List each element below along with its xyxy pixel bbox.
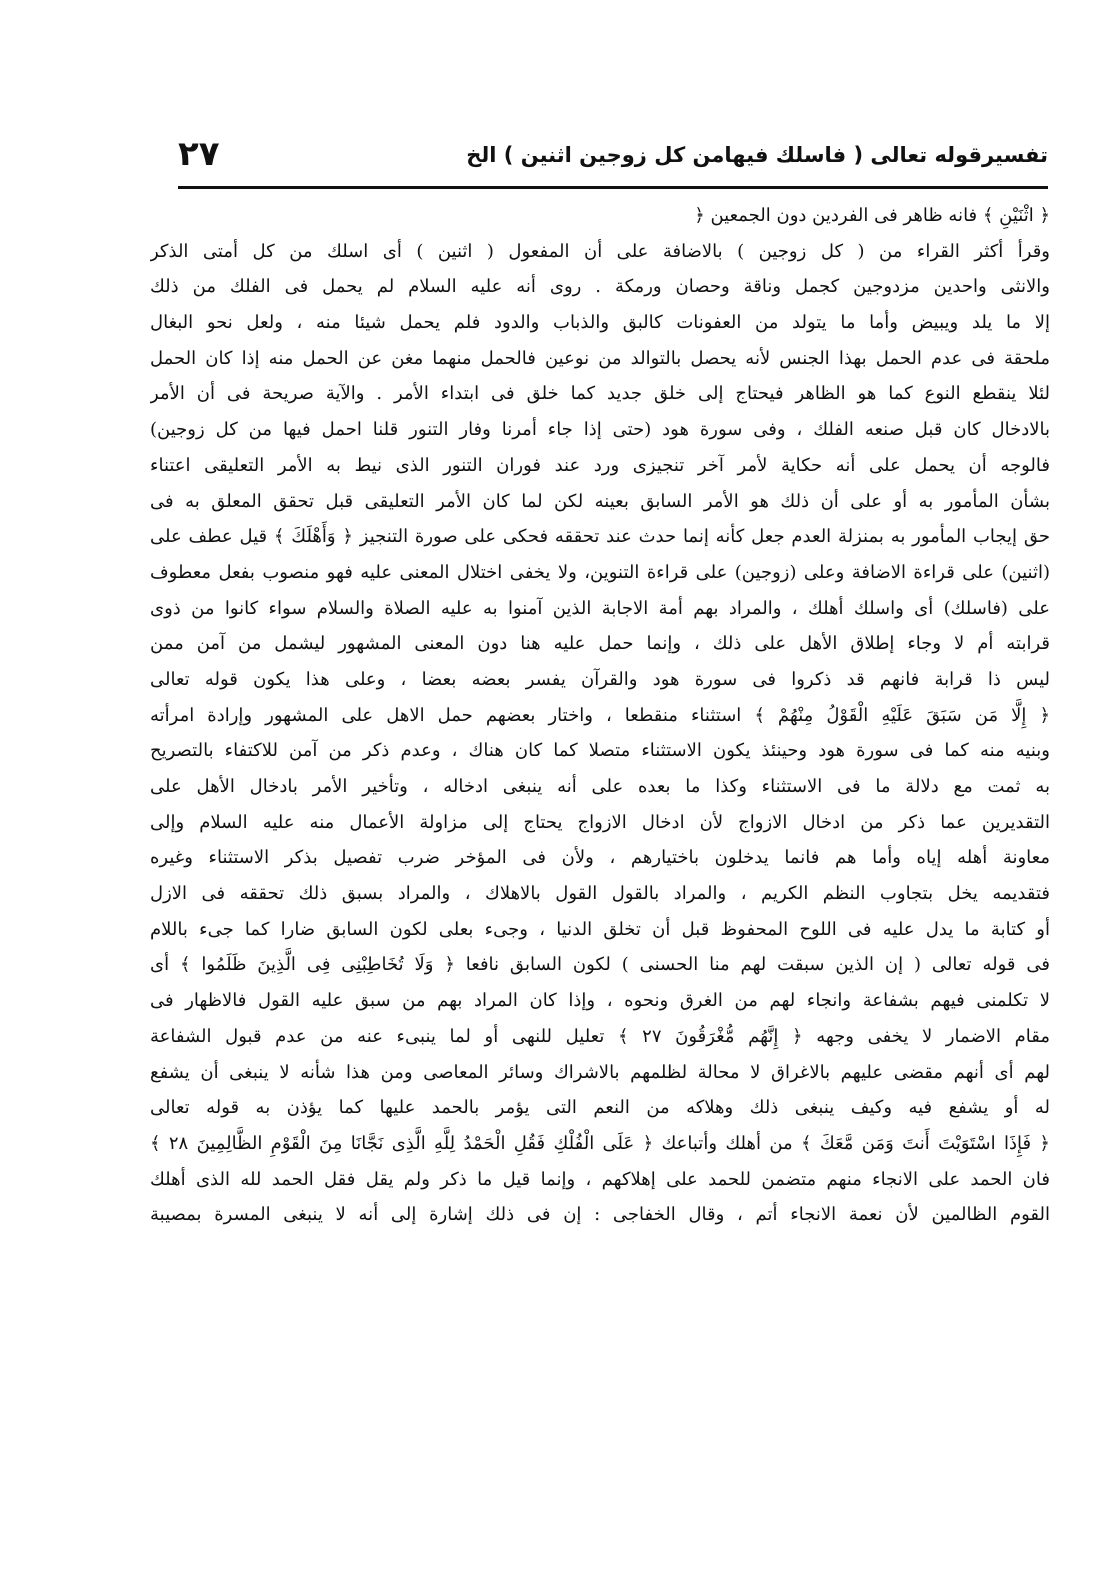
header-rule — [178, 186, 1048, 189]
text-line: لهم أى أنهم مقضى عليهم بالاغراق لا محالة لظلمهم بالاشراك وسائر المعاصى ومن هذا شأنه لا ينبغى أن يشفع — [150, 1061, 1050, 1083]
text-line: التقديرين عما ذكر من ادخال الازواج لأن ادخال الازواج يحتاج إلى مزاولة الأعمال منه عليه السلام وإلى — [150, 811, 1050, 833]
text-line: له أو يشفع فيه وكيف ينبغى ذلك وهلاكه من النعم التى يؤمر بالحمد عليها كما يؤذن به قوله تعالى — [150, 1097, 1050, 1119]
text-line: حق إيجاب المأمور به بمنزلة العدم جعل كأنه إنما حدث عند تحققه فحكى على صورة التنجيز ﴿ وَأَهْلَكَ ﴾ قيل عطف على — [150, 526, 1050, 548]
text-line: (اثنين) على قراءة الاضافة وعلى (زوجين) على قراءة التنوين، ولا يخفى اختلال المعنى عليه فهو منصوب بفعل معطوف — [150, 561, 1050, 583]
text-line: لا تكلمنى فيهم بشفاعة وانجاء لهم من الغرق ونحوه ، وإذا كان المراد بهم من سبق عليه القول فالاظهار فى — [150, 990, 1050, 1012]
text-line: ملحقة فى عدم الحمل بهذا الجنس لأنه يحصل بالتوالد من نوعين فالحمل منهما مغن عن الحمل منه إذا كان الحمل — [150, 347, 1050, 369]
text-line: والانثى واحدين مزدوجين كجمل وناقة وحصان ورمكة . روى أنه عليه السلام لم يحمل فى الفلك من ذلك — [150, 276, 1050, 298]
text-line: إلا ما يلد ويبيض وأما ما يتولد من العفونات كالبق والذباب والدود فلم يحمل شيئا منه ، ولعل نحو البغال — [150, 312, 1050, 334]
text-line: قرابته أم لا وجاء إطلاق الأهل على ذلك ، وإنما حمل عليه هنا دون المعنى المشهور ليشمل من آمن ممن — [150, 633, 1050, 655]
text-line: وقرأ أكثر القراء من ( كل زوجين ) بالاضافة على أن المفعول ( اثنين ) أى اسلك من كل أمتى الذكر — [150, 240, 1050, 262]
text-line: مقام الاضمار لا يخفى وجهه ﴿ إِنَّهُم مُّغْرَقُونَ ٢٧ ﴾ تعليل للنهى أو لما ينبىء عنه من عدم قبول الشفاعة — [150, 1025, 1050, 1047]
text-line: ليس ذا قرابة فانهم قد ذكروا فى سورة هود والقرآن يفسر بعضه بعضا ، وعلى هذا يكون قوله تعالى — [150, 668, 1050, 690]
text-line: وبنيه منه كما فى سورة هود وحينئذ يكون الاستثناء متصلا كما كان هناك ، وعدم ذكر من آمن للاكتفاء بالتصريح — [150, 740, 1050, 762]
text-line: لئلا ينقطع النوع كما هو الظاهر فيحتاج إلى خلق جديد كما خلق فى ابتداء الأمر . والآية صريحة فى أن الأمر — [150, 383, 1050, 405]
body-text — [150, 198, 1050, 1488]
text-line: معاونة أهله إياه وأما هم فانما يدخلون باختيارهم ، ولأن فى المؤخر ضرب تفصيل بذكر الاستثناء وغيره — [150, 847, 1050, 869]
text-line: بالادخال كان قبل صنعه الفلك ، وفى سورة هود (حتى إذا جاء أمرنا وفار التنور قلنا احمل فيها من كل زوجين) — [150, 419, 1050, 441]
text-line: فى قوله تعالى ( إن الذين سبقت لهم منا الحسنى ) لكون السابق نافعا ﴿ وَلَا تُخَاطِبْنِى فِى الَّذِينَ ظَلَمُوا ﴾ أى — [150, 954, 1050, 976]
text-line: ﴿ فَإِذَا اسْتَوَيْتَ أَنتَ وَمَن مَّعَكَ ﴾ من أهلك وأتباعك ﴿ عَلَى الْفُلْكِ فَقُلِ الْحَمْدُ لِلَّهِ الَّذِى نَجَّانَا مِنَ الْقَوْمِ الظَّالِمِينَ ٢٨ ﴾ — [150, 1132, 1050, 1154]
text-line: ﴿ إِلَّا مَن سَبَقَ عَلَيْهِ الْقَوْلُ مِنْهُمْ ﴾ استثناء منقطعا ، واختار بعضهم حمل الاهل على المشهور وإرادة امرأته — [150, 704, 1050, 726]
page-number: ٢٧ — [178, 134, 220, 174]
text-line: بشأن المأمور به أو على أن ذلك هو الأمر السابق بعينه لكن لما كان الأمر التعليقى قبل تحقق المعلق به فى — [150, 490, 1050, 512]
text-line: أو كتابة ما يدل عليه فى اللوح المحفوظ قبل أن تخلق الدنيا ، وجىء بعلى لكون السابق ضارا كما جىء باللام — [150, 918, 1050, 940]
text-line: فتقديمه يخل بتجاوب النظم الكريم ، والمراد بالقول القول بالاهلاك ، والمراد بسبق ذلك تحققه فى الازل — [150, 883, 1050, 905]
text-line: القوم الظالمين لأن نعمة الانجاء أتم ، وقال الخفاجى : إن فى ذلك إشارة إلى أنه لا ينبغى المسرة بمصيبة — [150, 1204, 1050, 1226]
running-title: تفسيرقوله تعالى ( فاسلك فيهامن كل زوجين اثنين ) الخ — [466, 143, 1048, 167]
page-header — [178, 128, 1048, 186]
text-line: ﴿ اثْنَيْنِ ﴾ فانه ظاهر فى الفردين دون الجمعين ﴿ — [694, 205, 1050, 226]
text-line: على (فاسلك) أى واسلك أهلك ، والمراد بهم أمة الاجابة الذين آمنوا به عليه الصلاة والسلام سواء كانوا من ذوى — [150, 597, 1050, 619]
text-line: فالوجه أن يحمل على أنه حكاية لأمر آخر تنجيزى ورد عند فوران التنور الذى نيط به الأمر التعليقى اعتناء — [150, 454, 1050, 476]
text-line: به ثمت مع دلالة ما فى الاستثناء وكذا ما بعده على أنه ينبغى ادخاله ، وتأخير الأمر بادخال الأهل على — [150, 776, 1050, 797]
text-line: فان الحمد على الانجاء منهم متضمن للحمد على إهلاكهم ، وإنما قيل ما ذكر ولم يقل فقل الحمد لله الذى أهلك — [150, 1168, 1050, 1190]
